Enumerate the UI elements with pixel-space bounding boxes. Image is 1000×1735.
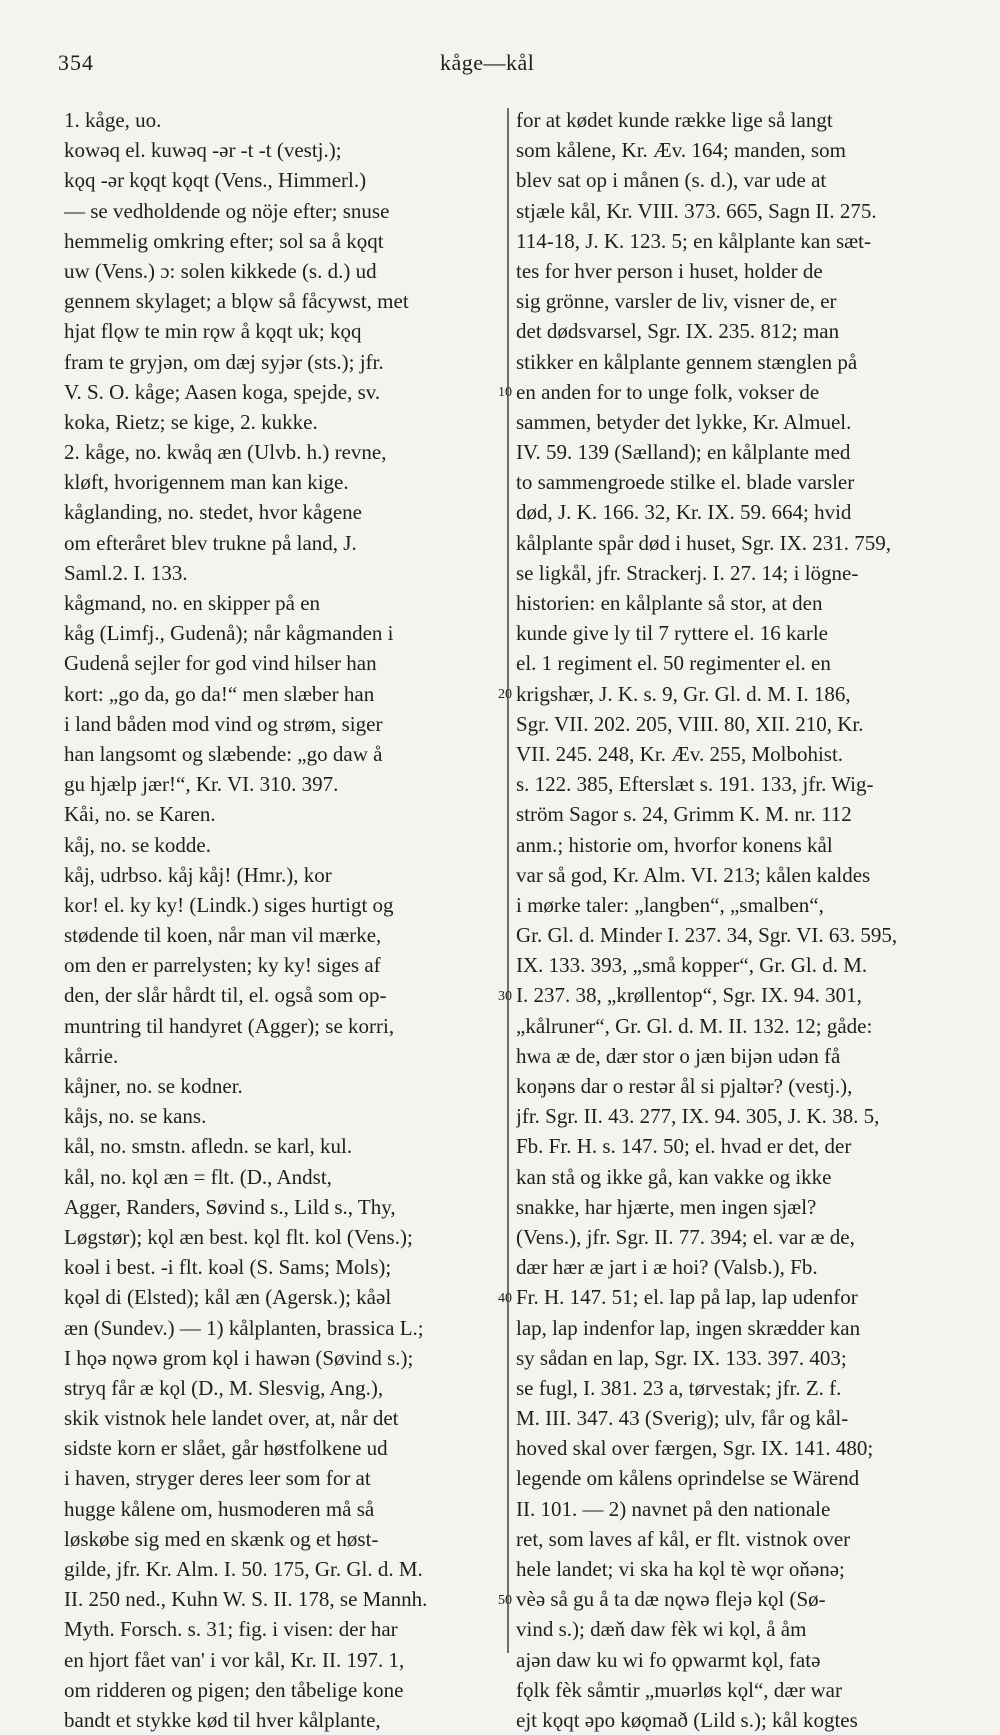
text-line: II. 101. — 2) navnet på den nationale: [516, 1496, 831, 1521]
text-line: kåj, no. se kodde.: [64, 832, 211, 857]
text-line: sig grönne, varsler de liv, visner de, er: [516, 289, 837, 314]
text-line: kløft, hvorigennem man kan kige.: [64, 470, 349, 495]
text-line: kål, no. smstn. afledn. se karl, kul.: [64, 1134, 353, 1159]
text-line: gu hjælp jær!“, Kr. VI. 310. 397.: [64, 772, 339, 797]
text-line: kårrie.: [64, 1043, 119, 1068]
text-line: el. 1 regiment el. 50 regimenter el. en: [516, 651, 831, 676]
text-line: VII. 245. 248, Kr. Æv. 255, Molbohist.: [516, 741, 844, 766]
text-line: stjæle kål, Kr. VIII. 373. 665, Sagn II. 275.: [516, 198, 877, 223]
text-line: krigshær, J. K. s. 9, Gr. Gl. d. M. I. 186,: [516, 681, 851, 706]
text-line: Saml.2. I. 133.: [64, 560, 188, 585]
text-line: 1. kåge, uo.: [64, 108, 162, 132]
text-line: se ligkål, jfr. Strackerj. I. 27. 14; i lögne-: [516, 560, 859, 585]
text-line: dær hær æ jart i æ hoi? (Valsb.), Fb.: [516, 1255, 818, 1280]
running-head: kåge—kål: [440, 50, 535, 75]
text-line: Agger, Randers, Søvind s., Lild s., Thy,: [64, 1194, 396, 1219]
text-line: ajən daw ku wi fo ǫpwarmt kǫl, fatə: [516, 1647, 821, 1672]
text-line: V. S. O. kåge; Aasen koga, spejde, sv.: [64, 379, 381, 404]
text-line: anm.; historie om, hvorfor konens kål: [516, 832, 833, 857]
text-line: kåjs, no. se kans.: [64, 1104, 207, 1129]
text-line: — se vedholdende og nöje efter; snuse: [64, 198, 390, 223]
line-number-marker: 10: [498, 384, 512, 400]
text-line: IX. 133. 393, „små kopper“, Gr. Gl. d. M.: [516, 953, 868, 978]
text-line: ret, som laves af kål, er flt. vistnok over: [516, 1526, 851, 1551]
text-line: vind s.); dæň daw fèk wi kǫl, å åm: [516, 1617, 807, 1642]
text-line: han langsomt og slæbende: „go daw å: [64, 741, 383, 766]
text-line: bandt et stykke kød til hver kålplante,: [64, 1707, 381, 1732]
text-line: kǫq -ər kǫqt kǫqt (Vens., Himmerl.): [64, 168, 367, 193]
text-line: koəl i best. -i flt. koəl (S. Sams; Mols);: [64, 1255, 392, 1280]
line-number-marker: 50: [498, 1592, 512, 1608]
text-line: legende om kålens oprindelse se Wärend: [516, 1466, 860, 1491]
line-number-marker: 30: [498, 988, 512, 1004]
text-line: æn (Sundev.) — 1) kålplanten, brassica L.;: [64, 1315, 424, 1340]
text-line: i mørke taler: „langben“, „smalben“,: [516, 892, 824, 917]
text-line: for at kødet kunde række lige så langt: [516, 108, 833, 132]
text-line: jfr. Sgr. II. 43. 277, IX. 94. 305, J. K. 38. 5,: [516, 1104, 880, 1129]
text-line: „kålruner“, Gr. Gl. d. M. II. 132. 12; gåde:: [516, 1013, 873, 1038]
text-line: som kålene, Kr. Æv. 164; manden, som: [516, 138, 846, 163]
text-line: II. 250 ned., Kuhn W. S. II. 178, se Mannh.: [64, 1587, 428, 1612]
text-line: lap, lap indenfor lap, ingen skrædder kan: [516, 1315, 861, 1340]
text-line: tes for hver person i huset, holder de: [516, 258, 823, 283]
text-line: kåg (Limfj., Gudenå); når kågmanden i: [64, 621, 394, 646]
text-line: i haven, stryger deres leer som for at: [64, 1466, 371, 1491]
text-line: historien: en kålplante så stor, at den: [516, 591, 823, 615]
text-line: stikker en kålplante gennem stænglen på: [516, 349, 858, 374]
text-line: Gudenå sejler for god vind hilser han: [64, 651, 377, 676]
text-line: 2. kåge, no. kwåq æn (Ulvb. h.) revne,: [64, 440, 387, 465]
text-line: to sammengroede stilke el. blade varsler: [516, 470, 855, 495]
text-line: I hǫə nǫwə grom kǫl i hawən (Søvind s.);: [64, 1345, 414, 1370]
text-line: snakke, har hjærte, men ingen sjæl?: [516, 1194, 817, 1219]
text-line: kowəq el. kuwəq -ər -t -t (vestj.);: [64, 138, 342, 163]
text-line: Kåi, no. se Karen.: [64, 802, 216, 827]
text-line: 114-18, J. K. 123. 5; en kålplante kan sæt-: [516, 228, 872, 253]
text-line: var så god, Kr. Alm. VI. 213; kålen kaldes: [516, 862, 871, 887]
text-line: kor! el. ky ky! (Lindk.) siges hurtigt og: [64, 892, 394, 917]
column-divider: [507, 108, 509, 1653]
text-line: kǫəl di (Elsted); kål æn (Agersk.); kåəl: [64, 1285, 392, 1310]
line-number-marker: 40: [498, 1290, 512, 1306]
text-line: hugge kålene om, husmoderen må så: [64, 1496, 375, 1521]
text-line: kåglanding, no. stedet, hvor kågene: [64, 500, 362, 525]
page-number: 354: [58, 50, 94, 75]
text-line: en hjort fået van' i vor kål, Kr. II. 197. 1,: [64, 1647, 405, 1672]
text-line: sammen, betyder det lykke, Kr. Almuel.: [516, 409, 852, 434]
text-line: koka, Rietz; se kige, 2. kukke.: [64, 409, 318, 434]
text-line: løskøbe sig med en skænk og et høst-: [64, 1526, 379, 1551]
text-line: Gr. Gl. d. Minder I. 237. 34, Sgr. VI. 63. 595,: [516, 923, 898, 948]
text-line: hoved skal over færgen, Sgr. IX. 141. 480;: [516, 1436, 874, 1461]
left-column: [64, 105, 504, 1735]
text-line: s. 122. 385, Efterslæt s. 191. 133, jfr. Wig-: [516, 772, 874, 797]
text-line: det dødsvarsel, Sgr. IX. 235. 812; man: [516, 319, 840, 344]
text-line: kålplante spår død i huset, Sgr. IX. 231. 759,: [516, 530, 892, 555]
text-line: Myth. Forsch. s. 31; fig. i visen: der har: [64, 1617, 398, 1642]
text-line: ström Sagor s. 24, Grimm K. M. nr. 112: [516, 802, 852, 827]
text-line: kunde give ly til 7 ryttere el. 16 karle: [516, 621, 828, 646]
text-line: stryq får æ kǫl (D., M. Slesvig, Ang.),: [64, 1375, 384, 1400]
text-line: (Vens.), jfr. Sgr. II. 77. 394; el. var æ de,: [516, 1224, 855, 1249]
text-line: hwa æ de, dær stor o jæn bijən udən få: [516, 1043, 841, 1068]
text-line: om ridderen og pigen; den tåbelige kone: [64, 1677, 404, 1702]
text-line: ejt kǫqt əpo køǫmað (Lild s.); kål kogtes: [516, 1707, 858, 1732]
text-line: kåjner, no. se kodner.: [64, 1074, 243, 1098]
text-line: kågmand, no. en skipper på en: [64, 591, 321, 615]
text-line: kåj, udrbso. kåj kåj! (Hmr.), kor: [64, 862, 332, 887]
text-line: Sgr. VII. 202. 205, VIII. 80, XII. 210, Kr.: [516, 711, 864, 736]
text-line: M. III. 347. 43 (Sverig); ulv, får og kål-: [516, 1406, 849, 1431]
text-line: i land båden mod vind og strøm, siger: [64, 711, 383, 736]
text-line: uw (Vens.) ɔ: solen kikkede (s. d.) ud: [64, 258, 377, 283]
text-line: skik vistnok hele landet over, at, når det: [64, 1406, 399, 1431]
text-line: død, J. K. 166. 32, Kr. IX. 59. 664; hvid: [516, 500, 852, 525]
text-line: hele landet; vi ska ha kǫl tè wǫr oňənə;: [516, 1557, 845, 1581]
text-line: muntring til handyret (Agger); se korri,: [64, 1013, 395, 1038]
text-line: om efteråret blev trukne på land, J.: [64, 530, 357, 555]
text-line: vèə så gu å ta dæ nǫwə flejə kǫl (Sø-: [516, 1587, 826, 1612]
text-line: en anden for to unge folk, vokser de: [516, 379, 820, 404]
text-line: IV. 59. 139 (Sælland); en kålplante med: [516, 440, 851, 465]
text-line: I. 237. 38, „krøllentop“, Sgr. IX. 94. 301,: [516, 983, 862, 1008]
text-line: gilde, jfr. Kr. Alm. I. 50. 175, Gr. Gl. d. M.: [64, 1557, 423, 1581]
text-line: sidste korn er slået, går høstfolkene ud: [64, 1436, 388, 1461]
right-column: [516, 105, 964, 1735]
line-number-marker: 20: [498, 686, 512, 702]
text-line: kort: „go da, go da!“ men slæber han: [64, 681, 375, 706]
text-line: blev sat op i månen (s. d.), var ude at: [516, 168, 827, 193]
text-line: sy sådan en lap, Sgr. IX. 133. 397. 403;: [516, 1345, 847, 1370]
text-line: om den er parrelysten; ky ky! siges af: [64, 953, 381, 978]
text-line: kan stå og ikke gå, kan vakke og ikke: [516, 1164, 832, 1189]
text-line: se fugl, I. 381. 23 a, tørvestak; jfr. Z. f.: [516, 1375, 842, 1400]
text-line: hjat flǫw te min rǫw å kǫqt uk; kǫq: [64, 319, 362, 344]
text-line: fram te gryjən, om dæj syjər (sts.); jfr.: [64, 349, 384, 374]
text-line: den, der slår hårdt til, el. også som op-: [64, 983, 387, 1008]
text-line: hemmelig omkring efter; sol sa å kǫqt: [64, 228, 384, 253]
text-line: Løgstør); kǫl æn best. kǫl flt. kol (Vens.);: [64, 1224, 413, 1249]
text-line: stødende til koen, når man vil mærke,: [64, 923, 382, 948]
text-line: Fr. H. 147. 51; el. lap på lap, lap udenfor: [516, 1285, 858, 1310]
text-line: kål, no. kǫl æn = flt. (D., Andst,: [64, 1164, 332, 1189]
text-line: gennem skylaget; a blǫw så fåcywst, met: [64, 289, 409, 314]
text-line: fǫlk fèk såmtir „muərløs kǫl“, dær war: [516, 1677, 842, 1702]
text-line: koŋəns dar o restər ål si pjaltər? (vestj.),: [516, 1074, 853, 1098]
text-line: Fb. Fr. H. s. 147. 50; el. hvad er det, der: [516, 1134, 852, 1159]
